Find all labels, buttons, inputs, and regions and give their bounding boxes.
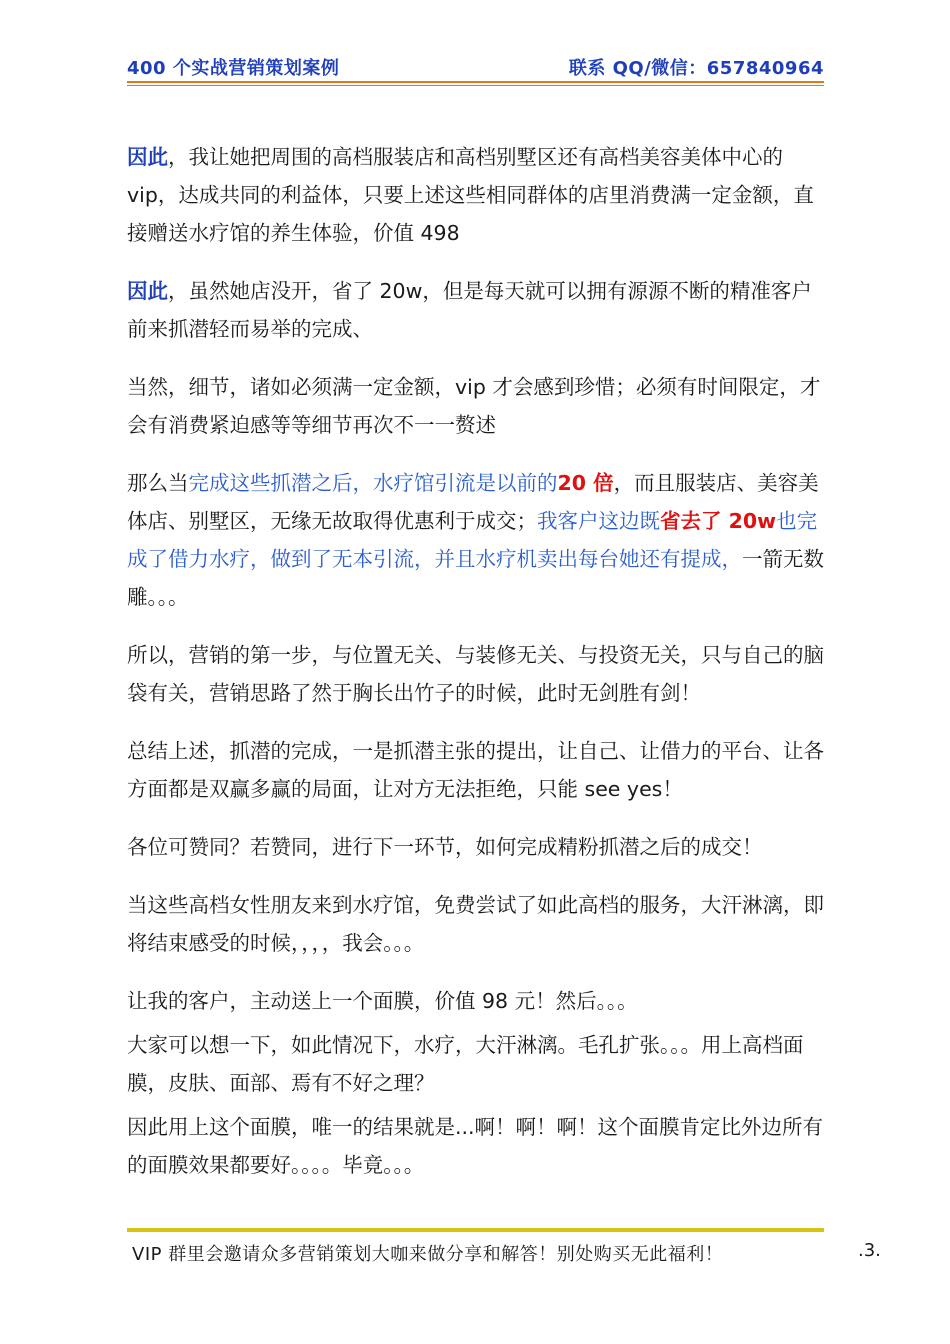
paragraph-9: 让我的客户，主动送上一个面膜，价值 98 元！然后。。。 xyxy=(127,989,638,1013)
paragraph-4-highlight-20x: 20 倍 xyxy=(557,471,614,495)
page-number: .3. xyxy=(858,1240,881,1261)
paragraph-10: 大家可以想一下，如此情况下，水疗，大汗淋漓。毛孔扩张。。。用上高档面膜，皮肤、面部、焉有不好之理？ xyxy=(127,1033,804,1095)
paragraph-2-lead: 因此 xyxy=(127,279,168,303)
paragraph-4-highlight-saved: 省去了 20w xyxy=(660,509,777,533)
paragraph-11: 因此用上这个面膜，唯一的结果就是...啊！啊！啊！这个面膜肯定比外边所有的面膜效果都要好。。。。毕竟。。。 xyxy=(127,1115,824,1177)
paragraph-5: 所以，营销的第一步，与位置无关、与装修无关、与投资无关，只与自己的脑袋有关，营销思路了然于胸长出竹子的时候，此时无剑胜有剑！ xyxy=(127,643,824,705)
paragraph-4-h: 一箭无数雕。。。 xyxy=(127,547,824,609)
paragraph-1-text: ，我让她把周围的高档服装店和高档别墅区还有高档美容美体中心的 vip，达成共同的利益体，只要上述这些相同群体的店里消费满一定金额，直接赠送水疗馆的养生体验，价值 498 xyxy=(127,145,814,245)
paragraph-8: 当这些高档女性朋友来到水疗馆，免费尝试了如此高档的服务，大汗淋漓，即将结束感受的时候，，，，我会。。。 xyxy=(127,893,824,955)
paragraph-6: 总结上述，抓潜的完成，一是抓潜主张的提出，让自己、让借力的平台、让各方面都是双赢多赢的局面，让对方无法拒绝，只能 see yes！ xyxy=(127,739,824,801)
footer-note: VIP 群里会邀请众多营销策划大咖来做分享和解答！别处购买无此福利！ xyxy=(132,1244,724,1265)
paragraph-4-d: ，而且服装店、美容美体店、别墅区，无缘无故取得优惠利于成交； xyxy=(127,471,819,533)
paragraph-1 xyxy=(127,138,827,252)
page-header xyxy=(127,52,824,80)
paragraph-1-lead: 因此 xyxy=(127,145,168,169)
paragraph-4-e: 我客户这边既 xyxy=(537,509,660,533)
header-title: 400 个实战营销策划案例 xyxy=(127,58,340,79)
paragraph-4 xyxy=(127,464,827,616)
paragraph-4-g: 也完成了借力水疗，做到了无本引流，并且水疗机卖出每台她还有提成， xyxy=(127,509,818,571)
paragraph-4-a: 那么当 xyxy=(127,471,189,495)
paragraph-2-text: ，虽然她店没开，省了 20w，但是每天就可以拥有源源不断的精准客户前来抓潜轻而易举的完成、 xyxy=(127,279,812,341)
paragraph-2 xyxy=(127,272,827,348)
header-divider xyxy=(127,81,824,83)
header-divider-thin xyxy=(127,85,824,86)
paragraph-7: 各位可赞同？若赞同，进行下一环节，如何完成精粉抓潜之后的成交！ xyxy=(127,835,763,859)
footer-divider xyxy=(127,1228,824,1232)
document-body xyxy=(127,138,827,1190)
paragraph-3: 当然，细节，诸如必须满一定金额，vip 才会感到珍惜；必须有时间限定，才会有消费紧迫感等等细节再次不一一赘述 xyxy=(127,375,821,437)
header-contact: 联系 QQ/微信：657840964 xyxy=(568,58,824,79)
paragraph-4-b: 完成这些抓潜之后，水疗馆引流是以前的 xyxy=(188,471,558,495)
